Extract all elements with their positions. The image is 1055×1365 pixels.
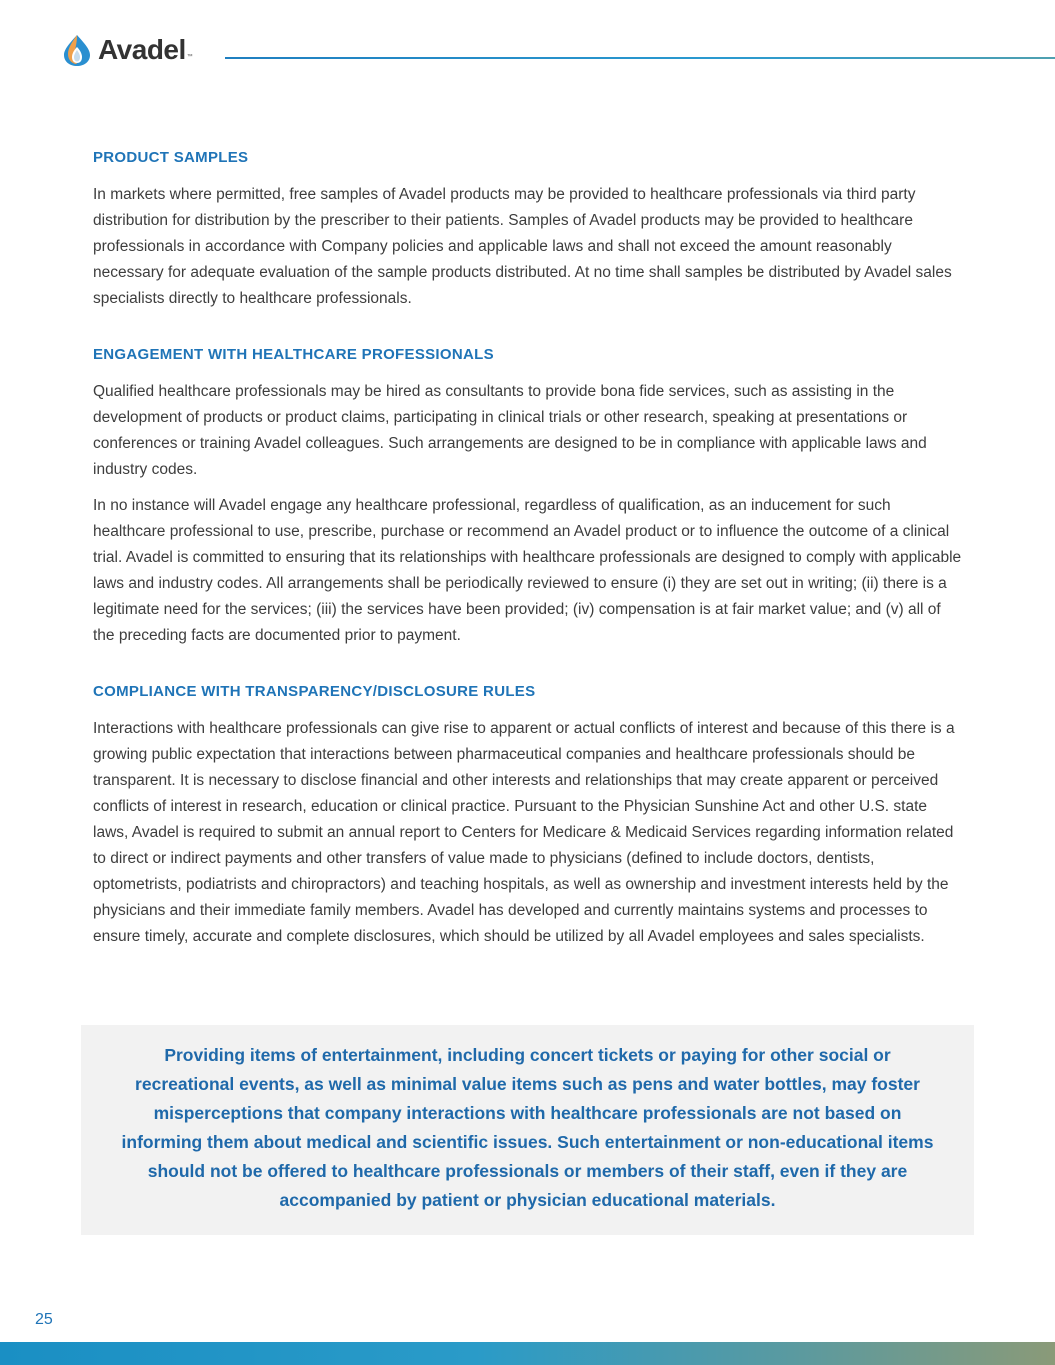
section-product-samples — [93, 147, 963, 312]
paragraph: In no instance will Avadel engage any healthcare professional, regardless of qualification, as an inducement for such healthcare professional to use, prescribe, purchase or recommend an Avadel product or to influence the outcome of a clinical trial. Avadel is committed to ensuring that its relationships with healthcare professionals are designed to comply with applicable laws and industry codes. All arrangements shall be periodically reviewed to ensure (i) they are set out in writing; (ii) there is a legitimate need for the services; (iii) the services have been provided; (iv) compensation is at fair market value; and (v) all of the preceding facts are documented prior to payment. — [93, 497, 962, 644]
document-body — [93, 147, 963, 982]
paragraph: Interactions with healthcare professionals can give rise to apparent or actual conflicts of interest and because of this there is a growing public expectation that interactions between pharmaceutical companies and healthcare professionals should be transparent. It is necessary to disclose financial and other interests and relationships that may create apparent or perceived conflicts of interest in research, education or clinical practice. Pursuant to the Physician Sunshine Act and other U.S. state laws, Avadel is required to submit an annual report to Centers for Medicare & Medicaid Services regarding information related to direct or indirect payments and other transfers of value made to physicians (defined to include doctors, dentists, optometrists, podiatrists and chiropractors) and teaching hospitals, as well as ownership and investment interests held by the physicians and their immediate family members. Avadel has developed and currently maintains systems and processes to ensure timely, accurate and complete disclosures, which should be utilized by all Avadel employees and sales specialists. — [93, 720, 955, 945]
avadel-logo — [60, 32, 193, 68]
page-number: 25 — [35, 1311, 53, 1328]
header-divider — [225, 57, 1055, 59]
section-heading: PRODUCT SAMPLES — [93, 149, 249, 166]
footer-gradient-bar — [0, 1342, 1055, 1365]
paragraph: In markets where permitted, free samples of Avadel products may be provided to healthcare professionals via third party distribution for distribution by the prescriber to their patients. Samples of Avadel products may be provided to healthcare professionals in accordance with Company policies and applicable laws and shall not exceed the amount reasonably necessary for adequate evaluation of the sample products distributed. At no time shall samples be distributed by Avadel sales specialists directly to healthcare professionals. — [93, 186, 952, 307]
paragraph: Qualified healthcare professionals may be hired as consultants to provide bona fide services, such as assisting in the development of products or product claims, participating in clinical trials or other research, speaking at presentations or conferences or training Avadel colleagues. Such arrangements are designed to be in compliance with applicable laws and industry codes. — [93, 383, 927, 478]
section-engagement-hcp — [93, 344, 963, 649]
section-transparency-disclosure — [93, 681, 963, 950]
section-heading: COMPLIANCE WITH TRANSPARENCY/DISCLOSURE RULES — [93, 683, 536, 700]
avadel-flame-icon — [60, 33, 94, 67]
callout-box — [81, 1025, 974, 1235]
trademark-symbol: ™ — [186, 54, 193, 60]
section-heading: ENGAGEMENT WITH HEALTHCARE PROFESSIONALS — [93, 346, 494, 363]
callout-text: Providing items of entertainment, including concert tickets or paying for other social or recreational events, as well as minimal value items such as pens and water bottles, may foster misperceptions that company interactions with healthcare professionals are not based on informing them about medical and scientific issues. Such entertainment or non-educational items should not be offered to healthcare professionals or members of their staff, even if they are accompanied by patient or physician educational materials. — [121, 1045, 934, 1210]
logo-wordmark: Avadel — [98, 34, 186, 65]
